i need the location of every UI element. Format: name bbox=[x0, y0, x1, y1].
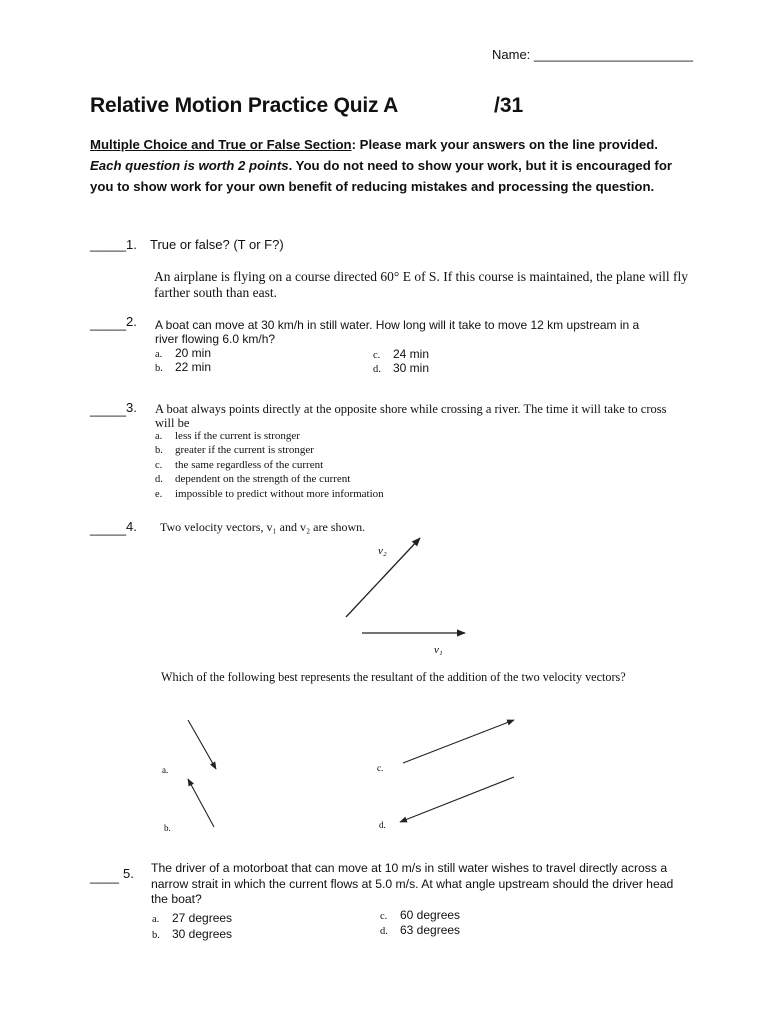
option-4d-arrow bbox=[400, 777, 514, 822]
option-5d bbox=[380, 923, 460, 937]
question-1-text: An airplane is flying on a course directed 60° E of S. If this course is maintained, the plane will fly farther south than east. bbox=[154, 269, 689, 300]
option-4b-letter: b. bbox=[164, 823, 171, 833]
option-4b-arrow bbox=[188, 779, 214, 827]
answer-blank-4[interactable]: _____ bbox=[90, 521, 127, 536]
option-3c bbox=[155, 459, 323, 471]
instructions bbox=[90, 134, 680, 197]
question-number-5: 5. bbox=[123, 866, 134, 881]
option-5b bbox=[152, 927, 232, 941]
question-2-text: A boat can move at 30 km/h in still water. How long will it take to move 12 km upstream in a river flowing 6.0 km/h? bbox=[155, 318, 640, 346]
option-5a bbox=[152, 911, 232, 925]
option-letter: c. bbox=[373, 350, 381, 361]
option-4a-arrow bbox=[188, 720, 216, 769]
question-number-3: 3. bbox=[126, 400, 137, 415]
option-text: 30 degrees bbox=[172, 927, 233, 941]
instructions-rest: . You do not need to show your work, but it is encouraged for you to show work for your own benefit of reducing mistakes and processing the question. bbox=[90, 158, 673, 194]
option-letter: b. bbox=[155, 363, 163, 374]
option-letter: e. bbox=[155, 489, 163, 500]
option-text: 60 degrees bbox=[400, 908, 461, 922]
option-letter: a. bbox=[152, 914, 160, 925]
total-score: /31 bbox=[494, 94, 524, 117]
option-letter: d. bbox=[373, 364, 381, 375]
option-letter: b. bbox=[155, 445, 163, 456]
option-text: 24 min bbox=[393, 347, 430, 361]
question-5-text: The driver of a motorboat that can move at 10 m/s in still water wishes to travel directly across a narrow strait in which the current flows at 5.0 m/s. At what angle upstream should the driver head the boat? bbox=[151, 861, 674, 906]
question-number-1: 1. bbox=[126, 237, 137, 252]
option-2a bbox=[155, 346, 211, 360]
option-text: impossible to predict without more information bbox=[175, 488, 384, 500]
option-text: greater if the current is stronger bbox=[175, 444, 314, 456]
option-4a-letter: a. bbox=[162, 765, 169, 775]
answer-blank-3[interactable]: _____ bbox=[90, 402, 127, 417]
option-2d bbox=[373, 361, 429, 375]
answer-blank-1[interactable]: _____ bbox=[90, 237, 127, 252]
instructions-line1: : Please mark your answers on the line provided. bbox=[351, 137, 658, 152]
answer-blank-2[interactable]: _____ bbox=[90, 316, 127, 331]
option-letter: a. bbox=[155, 349, 163, 360]
option-4c-arrow bbox=[403, 720, 514, 763]
vector-v1-label: v₁ bbox=[434, 644, 443, 656]
question-4-prompt: Which of the following best represents the resultant of the addition of the two velocity vectors? bbox=[161, 670, 626, 684]
option-letter: a. bbox=[155, 431, 163, 442]
option-3d bbox=[155, 473, 350, 485]
option-2c bbox=[373, 347, 429, 361]
question-number-2: 2. bbox=[126, 314, 137, 329]
answer-blank-5[interactable]: ____ bbox=[90, 869, 119, 884]
vector-v2-label: v₂ bbox=[378, 545, 387, 557]
question-number-4: 4. bbox=[126, 519, 137, 534]
question-4-text: Two velocity vectors, v₁ and v₂ are shown. bbox=[160, 520, 366, 534]
option-4d-letter: d. bbox=[379, 820, 386, 830]
name-field[interactable]: Name: ______________________ bbox=[492, 47, 693, 62]
option-text: 63 degrees bbox=[400, 923, 461, 937]
question-1-label: True or false? (T or F?) bbox=[150, 237, 284, 252]
option-text: 22 min bbox=[175, 360, 212, 374]
option-text: the same regardless of the current bbox=[175, 459, 324, 471]
points-note: Each question is worth 2 points bbox=[90, 158, 289, 173]
option-2b bbox=[155, 360, 211, 374]
question-3-text: A boat always points directly at the opposite shore while crossing a river. The time it will take to cross will be bbox=[155, 402, 667, 430]
page-title: Relative Motion Practice Quiz A bbox=[90, 94, 399, 117]
option-5c bbox=[380, 908, 460, 922]
option-4c-letter: c. bbox=[377, 763, 384, 773]
option-text: dependent on the strength of the current bbox=[175, 473, 351, 485]
option-text: 27 degrees bbox=[172, 911, 233, 925]
option-text: 20 min bbox=[175, 346, 212, 360]
option-letter: c. bbox=[155, 460, 163, 471]
option-text: 30 min bbox=[393, 361, 430, 375]
option-letter: b. bbox=[152, 930, 160, 941]
option-letter: c. bbox=[380, 911, 388, 922]
option-3a bbox=[155, 430, 300, 442]
option-3b bbox=[155, 444, 314, 456]
option-letter: d. bbox=[155, 474, 163, 485]
option-text: less if the current is stronger bbox=[175, 430, 300, 442]
option-letter: d. bbox=[380, 926, 388, 937]
option-3e bbox=[155, 488, 384, 500]
section-label: Multiple Choice and True or False Section bbox=[90, 137, 352, 152]
